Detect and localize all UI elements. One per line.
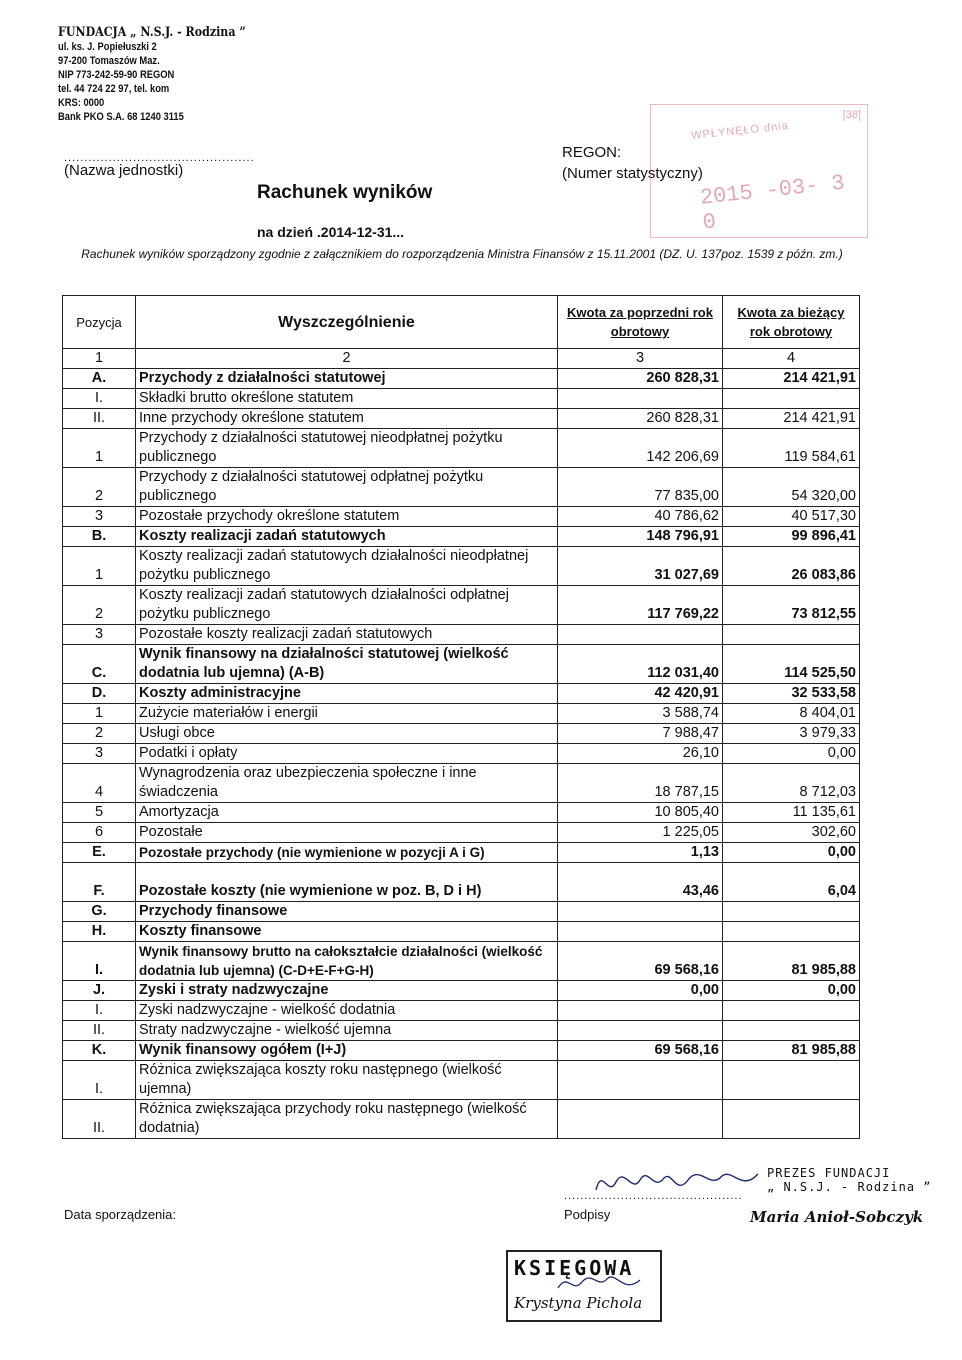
row-position: F. [63,863,136,902]
row-current-amount: 99 896,41 [723,527,860,547]
row-previous-amount: 3 588,74 [558,704,723,724]
row-previous-amount: 1,13 [558,843,723,863]
row-previous-amount: 10 805,40 [558,803,723,823]
unit-label: (Nazwa jednostki) [64,162,184,179]
row-previous-amount [558,625,723,645]
row-current-amount [723,1100,860,1139]
row-description: Pozostałe koszty (nie wymienione w poz. B, D i H) [136,863,558,902]
row-current-amount [723,1021,860,1041]
row-position: 1 [63,704,136,724]
signatures-label: Podpisy [564,1207,611,1222]
row-position: I. [63,1001,136,1021]
row-previous-amount [558,1061,723,1100]
regon-label: REGON: [562,144,622,161]
stamp-line: tel. 44 724 22 97, tel. kom [58,83,170,95]
row-position: 2 [63,468,136,507]
row-position: 1 [63,429,136,468]
president-name: Maria Anioł-Sobczyk [750,1208,924,1226]
table-row [63,764,860,803]
row-description: Przychody z działalności statutowej nieodpłatnej pożytku publicznego [136,429,558,468]
row-description: Straty nadzwyczajne - wielkość ujemna [136,1021,558,1041]
row-description: Koszty administracyjne [136,684,558,704]
row-current-amount [723,389,860,409]
table-row [63,369,860,389]
row-previous-amount: 142 206,69 [558,429,723,468]
stamp-line: NIP 773-242-59-90 REGON [58,69,175,81]
table-row [63,389,860,409]
row-position: H. [63,922,136,942]
table-row [63,625,860,645]
row-current-amount: 3 979,33 [723,724,860,744]
accountant-title: KSIĘGOWA [514,1256,635,1280]
row-current-amount: 0,00 [723,843,860,863]
row-previous-amount: 43,46 [558,863,723,902]
row-position: 1 [63,547,136,586]
row-previous-amount: 26,10 [558,744,723,764]
row-position: II. [63,409,136,429]
row-previous-amount [558,902,723,922]
income-statement-table [62,295,860,1139]
header-current-year: Kwota za bieżący rok obrotowy [723,296,860,349]
row-position: 3 [63,744,136,764]
stamp-line: Bank PKO S.A. 68 1240 3115 [58,111,184,123]
table-row [63,547,860,586]
row-current-amount: 0,00 [723,744,860,764]
table-row [63,744,860,764]
row-position: 3 [63,625,136,645]
table-row [63,645,860,684]
received-stamp [650,104,868,238]
header-previous-year: Kwota za poprzedni rok obrotowy [558,296,723,349]
column-number: 3 [558,349,723,369]
row-description: Zyski i straty nadzwyczajne [136,981,558,1001]
table-row [63,468,860,507]
row-current-amount: 8 712,03 [723,764,860,803]
table-row [63,507,860,527]
row-current-amount: 11 135,61 [723,803,860,823]
report-date: na dzień .2014-12-31... [257,224,405,240]
row-current-amount: 54 320,00 [723,468,860,507]
row-current-amount: 81 985,88 [723,942,860,981]
row-description: Przychody finansowe [136,902,558,922]
row-description: Różnica zwiększająca koszty roku następnego (wielkość ujemna) [136,1061,558,1100]
header-position: Pozycja [63,296,136,349]
row-description: Zużycie materiałów i energii [136,704,558,724]
row-description: Pozostałe przychody (nie wymienione w pozycji A i G) [136,843,558,863]
row-current-amount: 214 421,91 [723,369,860,389]
row-position: I. [63,942,136,981]
row-position: I. [63,1061,136,1100]
president-stamp-line: PREZES FUNDACJI [767,1166,891,1180]
row-description: Wynik finansowy na działalności statutowej (wielkość dodatnia lub ujemna) (A-B) [136,645,558,684]
table-row [63,863,860,902]
table-header-row [63,296,860,349]
row-position: 2 [63,724,136,744]
table-row [63,902,860,922]
table-row [63,586,860,625]
row-previous-amount: 77 835,00 [558,468,723,507]
table-row [63,823,860,843]
date-prepared-label: Data sporządzenia: [64,1207,177,1222]
row-position: 2 [63,586,136,625]
president-signature-icon [592,1160,782,1204]
received-stamp-text: WPŁYNĘŁO dnia [690,119,790,143]
received-stamp-date: 2015 -03- 3 0 [698,170,846,236]
row-current-amount [723,902,860,922]
row-previous-amount: 112 031,40 [558,645,723,684]
president-stamp [767,1166,932,1194]
row-description: Koszty finansowe [136,922,558,942]
row-description: Pozostałe koszty realizacji zadań statutowych [136,625,558,645]
row-current-amount: 6,04 [723,863,860,902]
row-position: II. [63,1100,136,1139]
accountant-stamp [506,1250,662,1322]
row-previous-amount: 18 787,15 [558,764,723,803]
row-description: Amortyzacja [136,803,558,823]
row-position: II. [63,1021,136,1041]
row-previous-amount: 42 420,91 [558,684,723,704]
column-number: 4 [723,349,860,369]
row-position: 5 [63,803,136,823]
table-row [63,942,860,981]
row-description: Koszty realizacji zadań statutowych działalności odpłatnej pożytku publicznego [136,586,558,625]
row-current-amount: 32 533,58 [723,684,860,704]
column-number-row [63,349,860,369]
row-position: 6 [63,823,136,843]
row-previous-amount [558,1001,723,1021]
row-previous-amount: 117 769,22 [558,586,723,625]
regon-sub-label: (Numer statystyczny) [562,165,703,182]
table-row [63,1100,860,1139]
row-current-amount: 40 517,30 [723,507,860,527]
row-previous-amount [558,1100,723,1139]
table-row [63,527,860,547]
signature-dots: ............................................ [564,1190,743,1202]
row-previous-amount [558,922,723,942]
table-row [63,843,860,863]
row-description: Wynik finansowy ogółem (I+J) [136,1041,558,1061]
row-position: B. [63,527,136,547]
accountant-name: Krystyna Pichola [514,1294,643,1312]
table-row [63,1001,860,1021]
row-position: 4 [63,764,136,803]
row-previous-amount: 148 796,91 [558,527,723,547]
row-position: D. [63,684,136,704]
table-row [63,704,860,724]
stamp-line: KRS: 0000 [58,97,105,109]
row-previous-amount [558,389,723,409]
row-current-amount: 8 404,01 [723,704,860,724]
row-position: A. [63,369,136,389]
foundation-stamp [58,26,288,124]
row-description: Koszty realizacji zadań statutowych [136,527,558,547]
row-position: E. [63,843,136,863]
row-description: Składki brutto określone statutem [136,389,558,409]
row-current-amount: 0,00 [723,981,860,1001]
stamp-line: ul. ks. J. Popiełuszki 2 [58,41,157,53]
row-current-amount: 214 421,91 [723,409,860,429]
row-previous-amount: 260 828,31 [558,409,723,429]
row-description: Zyski nadzwyczajne - wielkość dodatnia [136,1001,558,1021]
unit-dots: ............................................... [64,152,255,164]
president-stamp-line: „ N.S.J. - Rodzina ” [767,1180,932,1194]
row-current-amount [723,625,860,645]
row-previous-amount [558,1021,723,1041]
row-description: Pozostałe [136,823,558,843]
row-description: Przychody z działalności statutowej [136,369,558,389]
table-row [63,922,860,942]
accountant-signature-icon [554,1270,644,1296]
table-row [63,1041,860,1061]
row-previous-amount: 260 828,31 [558,369,723,389]
document-title: Rachunek wyników [257,182,433,203]
table-row [63,684,860,704]
table-row [63,981,860,1001]
legal-note: Rachunek wyników sporządzony zgodnie z załącznikiem do rozporządzenia Ministra Finansów z 15.11.2001 (DZ. U. 137poz. 1539 z późn. zm.) [81,247,843,261]
row-position: C. [63,645,136,684]
row-current-amount: 119 584,61 [723,429,860,468]
row-description: Wynik finansowy brutto na całokształcie działalności (wielkość dodatnia lub ujemna) (C-D+E-F+G-H) [136,942,558,981]
row-current-amount: 81 985,88 [723,1041,860,1061]
column-number: 1 [63,349,136,369]
row-description: Podatki i opłaty [136,744,558,764]
table-row [63,409,860,429]
row-previous-amount: 0,00 [558,981,723,1001]
row-previous-amount: 69 568,16 [558,1041,723,1061]
row-current-amount: 73 812,55 [723,586,860,625]
header-description: Wyszczególnienie [136,296,558,349]
row-position: G. [63,902,136,922]
table-row [63,1021,860,1041]
column-number: 2 [136,349,558,369]
table-row [63,429,860,468]
row-description: Przychody z działalności statutowej odpłatnej pożytku publicznego [136,468,558,507]
row-description: Różnica zwiększająca przychody roku następnego (wielkość dodatnia) [136,1100,558,1139]
table-row [63,1061,860,1100]
row-previous-amount: 1 225,05 [558,823,723,843]
stamp-line: FUNDACJA „ N.S.J. - Rodzina ” [58,25,246,40]
row-current-amount [723,1061,860,1100]
row-current-amount: 302,60 [723,823,860,843]
received-stamp-number: [38] [842,109,861,121]
row-previous-amount: 7 988,47 [558,724,723,744]
stamp-line: 97-200 Tomaszów Maz. [58,55,160,67]
row-previous-amount: 40 786,62 [558,507,723,527]
row-description: Koszty realizacji zadań statutowych działalności nieodpłatnej pożytku publicznego [136,547,558,586]
row-position: J. [63,981,136,1001]
row-current-amount [723,922,860,942]
row-position: 3 [63,507,136,527]
table-row [63,803,860,823]
table-row [63,724,860,744]
row-current-amount: 26 083,86 [723,547,860,586]
row-description: Usługi obce [136,724,558,744]
row-description: Inne przychody określone statutem [136,409,558,429]
row-previous-amount: 69 568,16 [558,942,723,981]
row-previous-amount: 31 027,69 [558,547,723,586]
row-position: K. [63,1041,136,1061]
row-current-amount: 114 525,50 [723,645,860,684]
row-description: Pozostałe przychody określone statutem [136,507,558,527]
row-description: Wynagrodzenia oraz ubezpieczenia społeczne i inne świadczenia [136,764,558,803]
row-current-amount [723,1001,860,1021]
row-position: I. [63,389,136,409]
